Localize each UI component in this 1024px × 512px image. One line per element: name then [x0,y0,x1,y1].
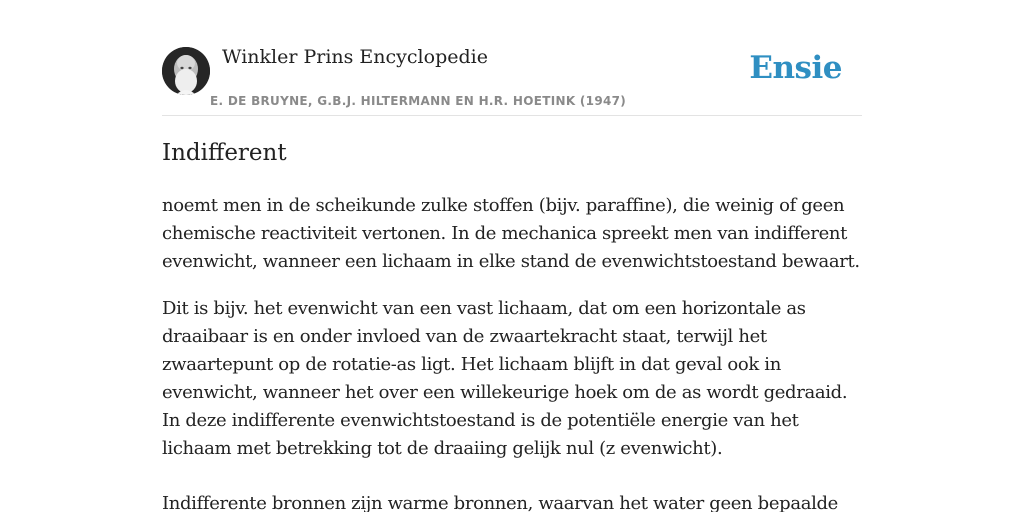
source-header [162,0,862,116]
author-avatar [162,47,210,95]
ensie-logo-link[interactable]: Ensie [749,50,842,86]
article-paragraph: Indifferente bronnen zijn warme bronnen, waarvan het water geen bepaalde [162,493,838,512]
page [162,0,862,512]
article-paragraph: noemt men in de scheikunde zulke stoffen (bijv. paraffine), die weinig of geen chemische reactiviteit vertonen. In de mechanica spreekt men van indifferent evenwicht, wanneer een lichaam in elke stand de evenwichtstoestand bewaart. [162,195,860,272]
source-title[interactable]: Winkler Prins Encyclopedie [222,46,488,68]
source-authors: E. DE BRUYNE, G.B.J. HILTERMANN EN H.R. HOETINK (1947) [210,94,627,108]
article-paragraph: Dit is bijv. het evenwicht van een vast lichaam, dat om een horizontale as draaibaar is en onder invloed van de zwaartekracht staat, terwijl het zwaartepunt op de rotatie-as ligt. Het lichaam blijft in dat geval ook in evenwicht, wanneer het over een willekeurige hoek om de as wordt gedraaid. In deze indifferente evenwichtstoestand is de potentiële energie van het lichaam met betrekking tot de draaiing gelijk nul (z evenwicht). [162,298,848,459]
article-title: Indifferent [162,140,287,166]
